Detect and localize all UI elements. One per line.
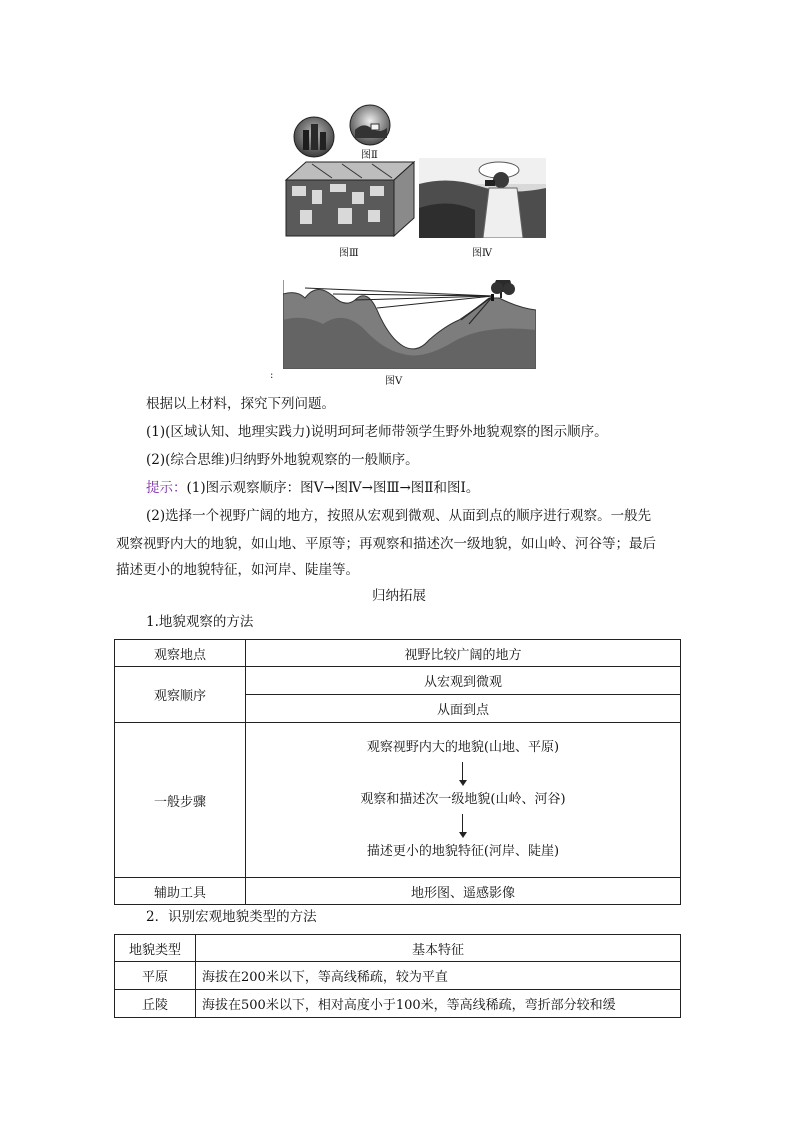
table-row xyxy=(115,962,681,990)
table-cell-label: 丘陵 xyxy=(115,990,196,1018)
table-header-row xyxy=(115,935,681,962)
landform-type-table xyxy=(114,934,681,1018)
figure-1-image xyxy=(293,116,335,158)
figure-3-image xyxy=(282,158,416,238)
table-cell-value: 海拔在200米以下，等高线稀疏，较为平直 xyxy=(196,962,681,990)
stray-mark: : xyxy=(270,370,274,381)
table-row xyxy=(115,990,681,1018)
table-header-cell: 基本特征 xyxy=(196,935,681,962)
table-cell-value: 从宏观到微观 xyxy=(246,667,681,695)
figure-4-caption: 图Ⅳ xyxy=(472,248,492,259)
steps-cell xyxy=(246,723,681,878)
answer-2-line-2: 观察视野内大的地貌，如山地、平原等；再观察和描述次一级地貌，如山岭、河谷等；最后 xyxy=(116,536,656,552)
step-3: 描述更小的地貌特征(河岸、陡崖) xyxy=(366,844,560,859)
answer-2-line-3: 描述更小的地貌特征，如河岸、陡崖等。 xyxy=(116,562,359,578)
table-cell-value: 从面到点 xyxy=(246,695,681,723)
table-cell-label: 辅助工具 xyxy=(115,878,246,905)
figure-3-caption: 图Ⅲ xyxy=(339,248,359,259)
section-title: 归纳拓展 xyxy=(372,588,426,604)
subheading-1: 1.地貌观察的方法 xyxy=(146,614,254,630)
subheading-2: 2．识别宏观地貌类型的方法 xyxy=(146,909,317,925)
answer-2-line-1: (2)选择一个视野广阔的地方，按照从宏观到微观、从面到点的顺序进行观察。一般先 xyxy=(146,508,652,524)
table-cell-label: 平原 xyxy=(115,962,196,990)
question-1: (1)(区域认知、地理实践力)说明珂珂老师带领学生野外地貌观察的图示顺序。 xyxy=(146,424,608,440)
step-2: 观察和描述次一级地貌(山岭、河谷) xyxy=(360,792,566,807)
hint-label: 提示： xyxy=(146,480,187,496)
answer-1-line xyxy=(146,474,712,502)
down-arrow-icon xyxy=(458,762,468,786)
table-cell-label: 观察地点 xyxy=(115,640,246,667)
down-arrow-icon xyxy=(458,814,468,838)
figure-2-image xyxy=(349,104,391,146)
table-cell-value: 海拔在500米以下，相对高度小于100米，等高线稀疏，弯折部分较和缓 xyxy=(196,990,681,1018)
table-row xyxy=(115,723,681,878)
figure-5-image xyxy=(283,280,536,369)
table-row xyxy=(115,878,681,905)
table-cell-value: 地形图、遥感影像 xyxy=(246,878,681,905)
figure-2-caption: 图Ⅱ xyxy=(361,150,378,161)
question-2: (2)(综合思维)归纳野外地貌观察的一般顺序。 xyxy=(146,452,419,468)
table-cell-value: 视野比较广阔的地方 xyxy=(246,640,681,667)
figure-4-image xyxy=(419,158,546,238)
table-row xyxy=(115,640,681,667)
table-row xyxy=(115,667,681,695)
table-cell-label: 观察顺序 xyxy=(115,667,246,723)
answer-1: (1)图示观察顺序：图Ⅴ→图Ⅳ→图Ⅲ→图Ⅱ和图Ⅰ。 xyxy=(186,480,480,496)
observation-method-table xyxy=(114,639,681,905)
intro-paragraph: 根据以上材料，探究下列问题。 xyxy=(146,396,335,412)
figure-5-caption: 图Ⅴ xyxy=(385,376,403,387)
table-header-cell: 地貌类型 xyxy=(115,935,196,962)
step-1: 观察视野内大的地貌(山地、平原) xyxy=(366,740,560,755)
table-cell-label: 一般步骤 xyxy=(115,723,246,878)
